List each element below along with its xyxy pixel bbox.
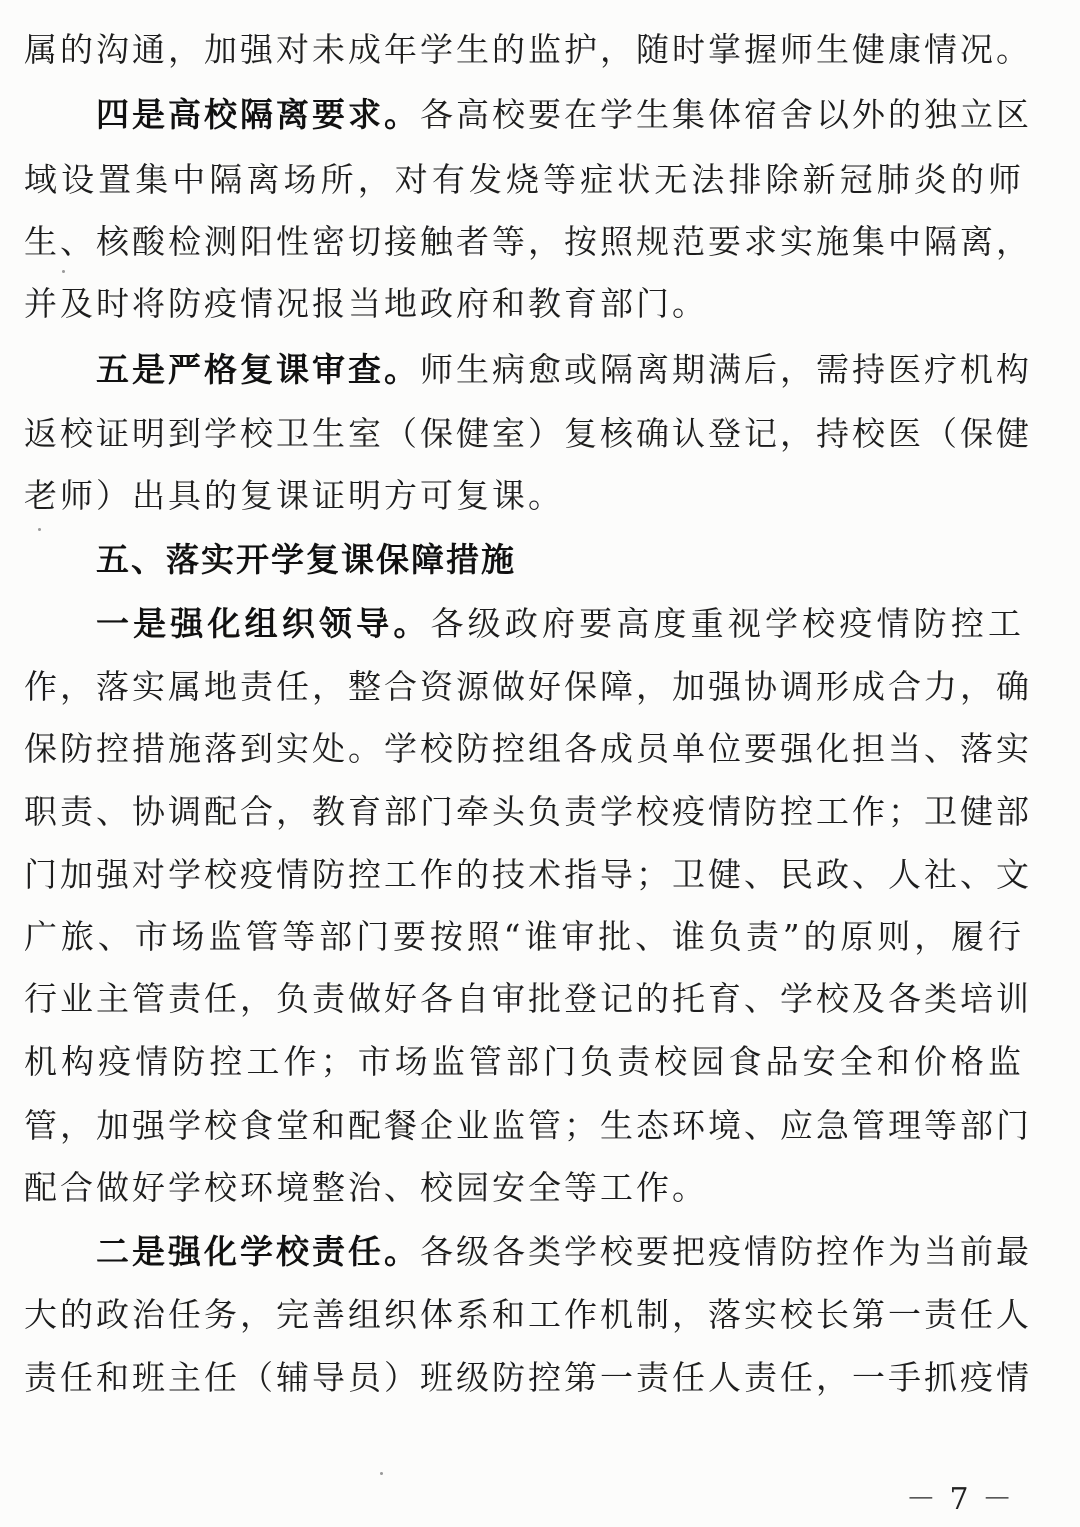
paragraph-lead: 五是严格复课审查。: [96, 350, 420, 389]
text-line: 老师）出具的复课证明方可复课。: [24, 476, 564, 515]
paragraph-lead: 一是强化组织领导。: [96, 604, 431, 643]
text-line: 保防控措施落到实处。学校防控组各成员单位要强化担当、落实: [24, 729, 1032, 768]
text-line: 五是严格复课审查。师生病愈或隔离期满后，需持医疗机构: [96, 350, 1032, 389]
text-line: 责任和班主任（辅导员）班级防控第一责任人责任，一手抓疫情: [24, 1358, 1032, 1397]
text-line: 一是强化组织领导。各级政府要高度重视学校疫情防控工: [96, 604, 1025, 643]
scan-speck: [380, 1472, 383, 1475]
paragraph-lead: 四是高校隔离要求。: [96, 95, 420, 134]
paragraph-lead: 二是强化学校责任。: [96, 1232, 420, 1271]
scan-speck: [38, 528, 41, 531]
scan-speck: [62, 270, 65, 273]
text-line: 机构疫情防控工作；市场监管部门负责校园食品安全和价格监: [24, 1042, 1024, 1081]
section-heading: 五、落实开学复课保障措施: [96, 540, 516, 579]
text-line: 作，落实属地责任，整合资源做好保障，加强协调形成合力，确: [24, 667, 1032, 706]
text-line: 二是强化学校责任。各级各类学校要把疫情防控作为当前最: [96, 1232, 1032, 1271]
text-line: 行业主管责任，负责做好各自审批登记的托育、学校及各类培训: [24, 979, 1032, 1018]
text-line: 大的政治任务，完善组织体系和工作机制，落实校长第一责任人: [24, 1295, 1032, 1334]
text-line: 并及时将防疫情况报当地政府和教育部门。: [24, 284, 708, 323]
text-line: 属的沟通，加强对未成年学生的监护，随时掌握师生健康情况。: [24, 30, 1032, 69]
text-line: 管，加强学校食堂和配餐企业监管；生态环境、应急管理等部门: [24, 1106, 1032, 1145]
text-line: 四是高校隔离要求。各高校要在学生集体宿舍以外的独立区: [96, 95, 1032, 134]
text-line: 职责、协调配合，教育部门牵头负责学校疫情防控工作；卫健部: [24, 792, 1032, 831]
text-line: 返校证明到学校卫生室（保健室）复核确认登记，持校医（保健: [24, 414, 1032, 453]
text-line: 配合做好学校环境整治、校园安全等工作。: [24, 1168, 708, 1207]
text-line: 广旅、市场监管等部门要按照“谁审批、谁负责”的原则，履行: [24, 917, 1024, 956]
text-line: 域设置集中隔离场所，对有发烧等症状无法排除新冠肺炎的师: [24, 160, 1024, 199]
page-number: － 7 －: [905, 1482, 1015, 1517]
text-line: 生、核酸检测阳性密切接触者等，按照规范要求实施集中隔离，: [24, 222, 1032, 261]
text-line: 门加强对学校疫情防控工作的技术指导；卫健、民政、人社、文: [24, 855, 1032, 894]
